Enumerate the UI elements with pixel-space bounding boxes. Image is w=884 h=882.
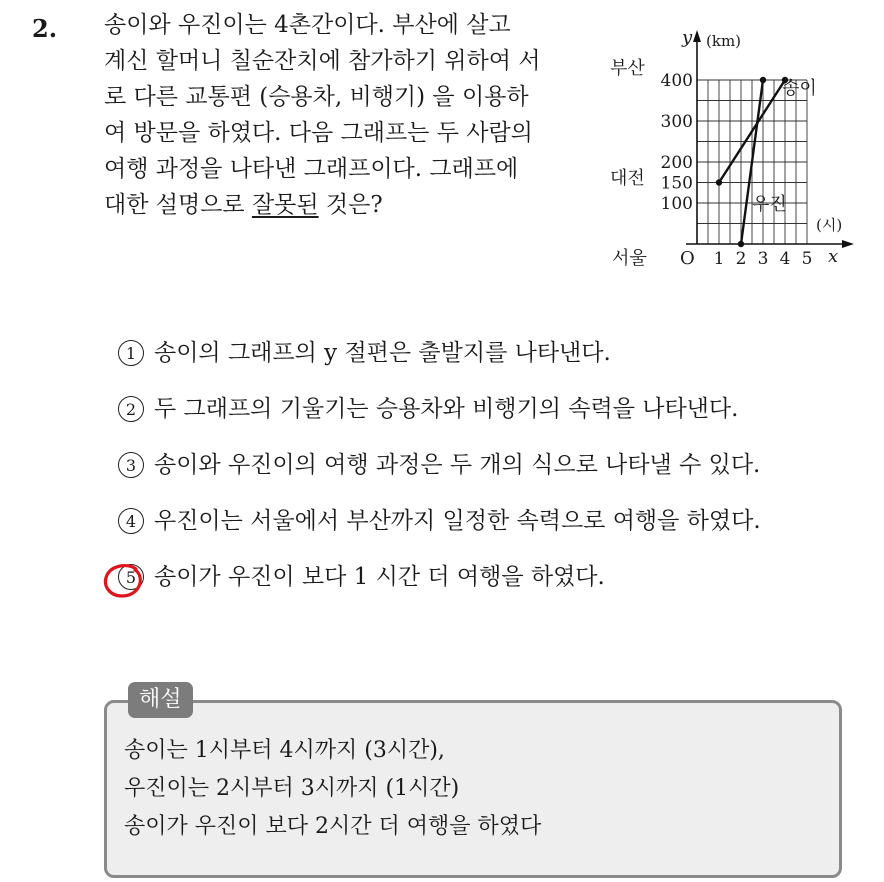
x-tick-labels — [714, 249, 813, 269]
x-axis-symbol: x — [828, 246, 839, 267]
distance-time-graph — [606, 24, 856, 276]
question-line-3: 로 다른 교통편 (승용차, 비행기) 을 이용하 — [104, 84, 529, 110]
choice-1-number: 1 — [118, 340, 144, 366]
question-number: 2. — [32, 14, 58, 43]
choice-1[interactable] — [118, 338, 611, 368]
x-axis-arrow — [842, 240, 854, 248]
choice-3[interactable] — [118, 450, 760, 480]
place-label-busan: 부산 — [610, 58, 645, 79]
question-line-6-prefix: 대한 설명으로 — [104, 192, 252, 218]
x-tick-label: 4 — [779, 249, 791, 269]
question-line-6-suffix: 것은? — [318, 192, 383, 218]
answer-mark-icon — [102, 562, 148, 600]
choice-2-text: 두 그래프의 기울기는 승용차와 비행기의 속력을 나타낸다. — [154, 396, 739, 422]
choice-2[interactable] — [118, 394, 738, 424]
solution-line-3: 송이가 우진이 보다 2시간 더 여행을 하였다 — [124, 814, 542, 839]
origin-label: O — [680, 248, 695, 269]
underlined-keyword: 잘못된 — [251, 192, 319, 218]
question-line-2: 계신 할머니 칠순잔치에 참가하기 위하여 서 — [104, 48, 541, 74]
choice-5-text: 송이가 우진이 보다 1 시간 더 여행을 하였다. — [154, 564, 605, 590]
solution-line-2: 우진이는 2시부터 3시까지 (1시간) — [124, 776, 460, 801]
question-line-1: 송이와 우진이는 4촌간이다. 부산에 살고 — [104, 12, 511, 38]
y-axis-arrow — [693, 30, 701, 42]
y-tick-label: 150 — [660, 173, 693, 194]
question-line-6 — [104, 190, 383, 220]
place-label-seoul: 서울 — [612, 248, 647, 269]
x-tick-label: 5 — [801, 249, 813, 269]
series-label-songi: 송이 — [782, 78, 817, 99]
choice-2-number: 2 — [118, 396, 144, 422]
series-label-ujin: 우진 — [752, 194, 787, 215]
x-tick-label: 1 — [713, 249, 725, 269]
series-point — [760, 77, 766, 83]
series-point — [738, 241, 744, 247]
choice-4-number: 4 — [118, 508, 144, 534]
y-tick-labels — [661, 71, 693, 214]
y-tick-label: 100 — [660, 194, 693, 214]
choice-4[interactable] — [118, 506, 761, 536]
y-unit-label: (km) — [706, 32, 742, 50]
x-unit-label: (시) — [816, 216, 843, 234]
x-tick-label: 2 — [735, 249, 747, 269]
place-label-daejeon: 대전 — [610, 168, 645, 189]
y-tick-label: 300 — [660, 112, 693, 132]
question-line-5: 여행 과정을 나타낸 그래프이다. 그래프에 — [104, 156, 519, 182]
solution-label: 해설 — [128, 682, 193, 718]
choice-4-text: 우진이는 서울에서 부산까지 일정한 속력으로 여행을 하였다. — [154, 508, 761, 534]
y-axis-symbol: y — [682, 27, 693, 48]
choice-5-number: 5 — [118, 564, 144, 590]
x-tick-label: 3 — [757, 249, 769, 269]
choice-5[interactable] — [118, 562, 605, 592]
series-point — [716, 179, 722, 185]
y-tick-label: 200 — [660, 153, 693, 173]
question-line-4: 여 방문을 하였다. 다음 그래프는 두 사람의 — [104, 120, 533, 146]
choice-3-text: 송이와 우진이의 여행 과정은 두 개의 식으로 나타낼 수 있다. — [154, 452, 761, 478]
choice-1-text: 송이의 그래프의 y 절편은 출발지를 나타낸다. — [154, 340, 611, 366]
solution-line-1: 송이는 1시부터 4시까지 (3시간), — [124, 738, 445, 763]
y-tick-label: 400 — [660, 71, 693, 91]
choice-3-number: 3 — [118, 452, 144, 478]
